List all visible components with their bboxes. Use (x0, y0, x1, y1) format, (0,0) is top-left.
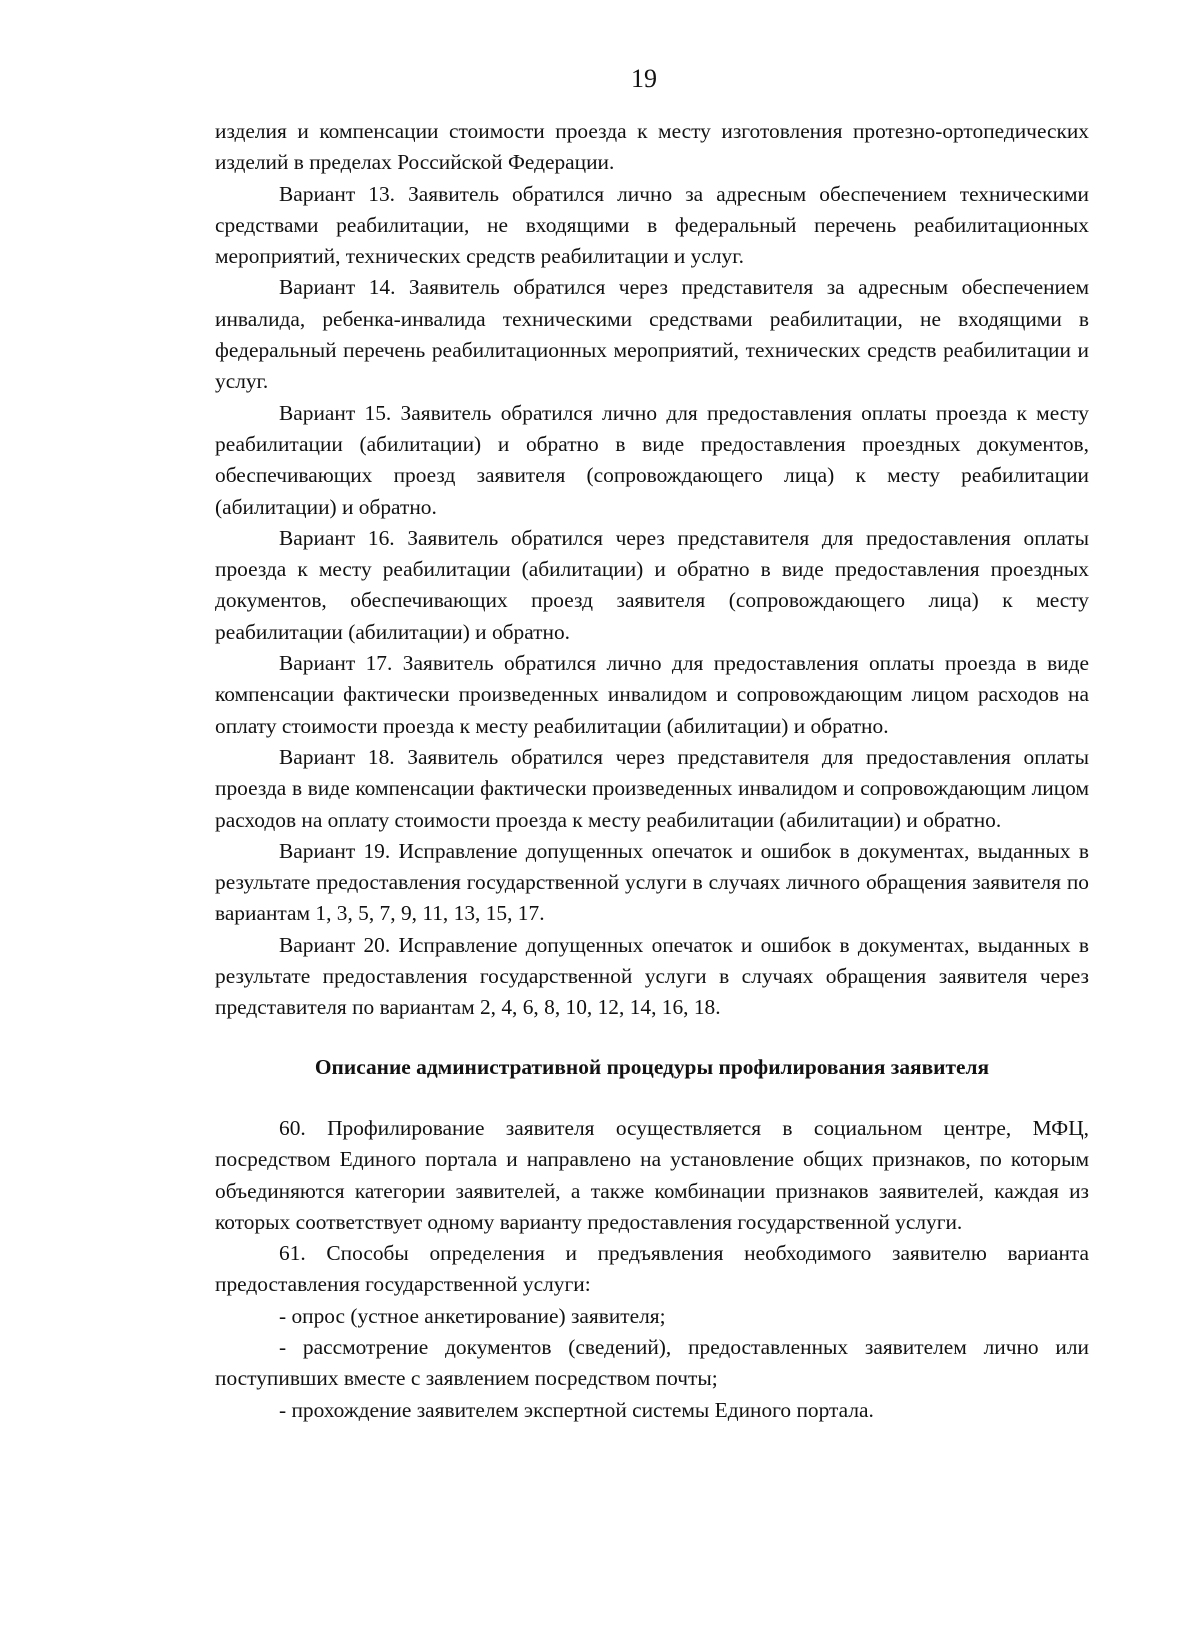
list-item: - опрос (устное анкетирование) заявителя; (279, 1303, 666, 1328)
page-number: 19 (631, 64, 657, 93)
paragraph-variant-19: Вариант 19. Исправление допущенных опечаток и ошибок в документах, выданных в результате предоставления государственной услуги в случаях личного обращения заявителя по вариантам 1, 3, 5, 7, 9, 11, 13, 15, 17. (215, 838, 1089, 926)
section-heading: Описание административной процедуры профилирования заявителя (314, 1054, 990, 1079)
paragraph-variant-20: Вариант 20. Исправление допущенных опечаток и ошибок в документах, выданных в результате предоставления государственной услуги в случаях обращения заявителя через представителя по вариантам 2, 4, 6, 8, 10, 12, 14, 16, 18. (215, 932, 1089, 1020)
paragraph-continuation: изделия и компенсации стоимости проезда к месту изготовления протезно-ортопедических изделий в пределах Российской Федерации. (215, 119, 1089, 175)
paragraph-variant-16: Вариант 16. Заявитель обратился через представителя для предоставления оплаты проезда к месту реабилитации (абилитации) и обратно в виде предоставления проездных документов, обеспечивающих проезд заявителя (сопровождающего лица) к месту реабилитации (абилитации) и обратно. (215, 525, 1089, 644)
paragraph-60: 60. Профилирование заявителя осуществляется в социальном центре, МФЦ, посредством Единого портала и направлено на установление общих признаков, по которым объединяются категории заявителей, а также комбинации признаков заявителей, каждая из которых соответствует одному варианту предоставления государственной услуги. (215, 1115, 1089, 1234)
paragraph-variant-18: Вариант 18. Заявитель обратился через представителя для предоставления оплаты проезда в виде компенсации фактически произведенных инвалидом и сопровождающим лицом расходов на оплату стоимости проезда к месту реабилитации (абилитации) и обратно. (215, 744, 1089, 832)
paragraph-variant-17: Вариант 17. Заявитель обратился лично для предоставления оплаты проезда в виде компенсации фактически произведенных инвалидом и сопровождающим лицом расходов на оплату стоимости проезда к месту реабилитации (абилитации) и обратно. (215, 651, 1089, 738)
paragraph-variant-15: Вариант 15. Заявитель обратился лично для предоставления оплаты проезда к месту реабилитации (абилитации) и обратно в виде предоставления проездных документов, обеспечивающих проезд заявителя (сопровождающего лица) к месту реабилитации (абилитации) и обратно. (215, 400, 1089, 519)
list-item: - рассмотрение документов (сведений), предоставленных заявителем лично или поступивших вместе с заявлением посредством почты; (215, 1334, 1089, 1391)
document-body (215, 116, 1089, 1426)
list-item: - прохождение заявителем экспертной системы Единого портала. (279, 1397, 874, 1422)
paragraph-variant-13: Вариант 13. Заявитель обратился лично за адресным обеспечением техническими средствами реабилитации, не входящими в федеральный перечень реабилитационных мероприятий, технических средств реабилитации и услуг. (215, 181, 1089, 269)
paragraph-61: 61. Способы определения и предъявления необходимого заявителю варианта предоставления государственной услуги: (215, 1241, 1089, 1297)
paragraph-variant-14: Вариант 14. Заявитель обратился через представителя за адресным обеспечением инвалида, ребенка-инвалида техническими средствами реабилитации, не входящими в федеральный перечень реабилитационных мероприятий, технических средств реабилитации и услуг. (215, 275, 1089, 394)
